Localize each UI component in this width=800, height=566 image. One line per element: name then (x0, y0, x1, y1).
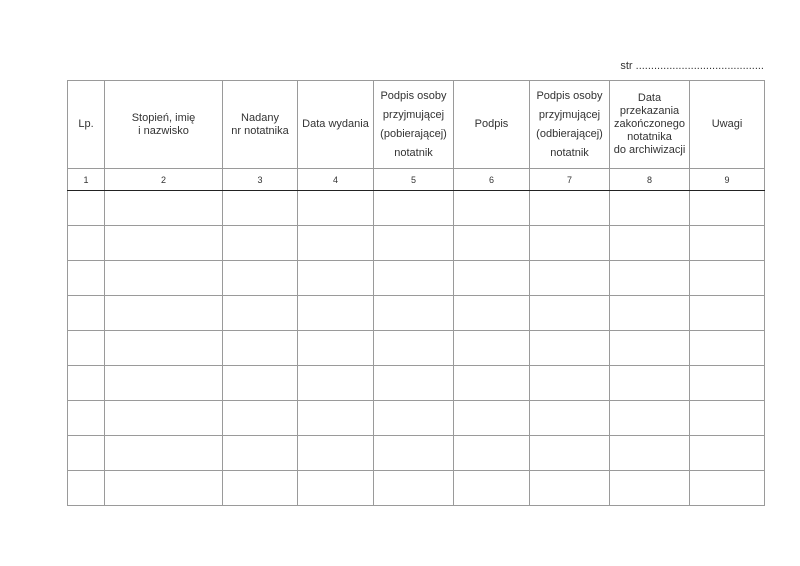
table-cell[interactable] (374, 436, 454, 471)
table-cell[interactable] (68, 191, 105, 226)
table-cell[interactable] (610, 471, 690, 506)
table-cell[interactable] (298, 226, 374, 261)
table-cell[interactable] (530, 471, 610, 506)
table-cell[interactable] (105, 366, 223, 401)
table-cell[interactable] (223, 226, 298, 261)
header-notebook-number: Nadany nr notatnika (223, 81, 298, 169)
table-cell[interactable] (105, 261, 223, 296)
table-cell[interactable] (68, 401, 105, 436)
header-rank-name: Stopień, imię i nazwisko (105, 81, 223, 169)
table-row (68, 191, 765, 226)
table-cell[interactable] (374, 191, 454, 226)
table-cell[interactable] (610, 226, 690, 261)
column-number: 2 (105, 169, 223, 191)
table-cell[interactable] (690, 191, 765, 226)
table-cell[interactable] (690, 366, 765, 401)
table-cell[interactable] (298, 296, 374, 331)
table-row (68, 296, 765, 331)
table-cell[interactable] (68, 296, 105, 331)
table-row (68, 331, 765, 366)
table-cell[interactable] (374, 366, 454, 401)
table-cell[interactable] (454, 366, 530, 401)
table-cell[interactable] (223, 366, 298, 401)
table-row (68, 436, 765, 471)
header-receiver-signature: Podpis osoby przyjmującej (pobierającej) notatnik (374, 81, 454, 169)
table-cell[interactable] (454, 226, 530, 261)
table-cell[interactable] (610, 331, 690, 366)
table-cell[interactable] (610, 436, 690, 471)
header-row (68, 81, 765, 169)
table-cell[interactable] (298, 191, 374, 226)
table-cell[interactable] (530, 401, 610, 436)
table-cell[interactable] (68, 331, 105, 366)
table-cell[interactable] (374, 226, 454, 261)
column-number: 5 (374, 169, 454, 191)
table-cell[interactable] (374, 331, 454, 366)
table-cell[interactable] (610, 261, 690, 296)
column-number: 4 (298, 169, 374, 191)
table-cell[interactable] (223, 331, 298, 366)
column-number: 6 (454, 169, 530, 191)
table-cell[interactable] (374, 471, 454, 506)
table-row (68, 226, 765, 261)
table-cell[interactable] (105, 191, 223, 226)
table-cell[interactable] (223, 296, 298, 331)
table-cell[interactable] (223, 191, 298, 226)
table-cell[interactable] (690, 226, 765, 261)
table-cell[interactable] (68, 436, 105, 471)
header-remarks: Uwagi (690, 81, 765, 169)
table-cell[interactable] (223, 401, 298, 436)
table-cell[interactable] (454, 191, 530, 226)
table-cell[interactable] (690, 296, 765, 331)
table-cell[interactable] (105, 226, 223, 261)
table-cell[interactable] (454, 296, 530, 331)
table-cell[interactable] (223, 436, 298, 471)
table-cell[interactable] (68, 261, 105, 296)
table-cell[interactable] (454, 436, 530, 471)
table-cell[interactable] (454, 401, 530, 436)
table-cell[interactable] (454, 471, 530, 506)
table-cell[interactable] (690, 471, 765, 506)
table-cell[interactable] (298, 401, 374, 436)
header-issue-date: Data wydania (298, 81, 374, 169)
table-cell[interactable] (530, 226, 610, 261)
header-lp: Lp. (68, 81, 105, 169)
table-cell[interactable] (530, 191, 610, 226)
table-cell[interactable] (690, 331, 765, 366)
table-cell[interactable] (610, 366, 690, 401)
table-cell[interactable] (298, 366, 374, 401)
table-cell[interactable] (105, 436, 223, 471)
table-row (68, 471, 765, 506)
table-cell[interactable] (298, 471, 374, 506)
table-cell[interactable] (690, 401, 765, 436)
table-cell[interactable] (223, 261, 298, 296)
table-cell[interactable] (68, 366, 105, 401)
page-number-field: str .......................................... (620, 60, 764, 72)
table-cell[interactable] (374, 401, 454, 436)
column-number-row (68, 169, 765, 191)
table-cell[interactable] (105, 401, 223, 436)
table-row (68, 261, 765, 296)
table-cell[interactable] (105, 296, 223, 331)
table-cell[interactable] (454, 331, 530, 366)
header-returner-signature: Podpis osoby przyjmującej (odbierającej) notatnik (530, 81, 610, 169)
table-cell[interactable] (530, 331, 610, 366)
column-number: 3 (223, 169, 298, 191)
table-cell[interactable] (374, 261, 454, 296)
header-signature: Podpis (454, 81, 530, 169)
table-cell[interactable] (530, 436, 610, 471)
table-cell[interactable] (690, 261, 765, 296)
notebook-register-table (67, 80, 765, 506)
table-cell[interactable] (68, 226, 105, 261)
column-number: 1 (68, 169, 105, 191)
table-cell[interactable] (298, 331, 374, 366)
table-cell[interactable] (610, 296, 690, 331)
table-cell[interactable] (530, 261, 610, 296)
table-cell[interactable] (530, 366, 610, 401)
table-cell[interactable] (530, 296, 610, 331)
table-cell[interactable] (298, 261, 374, 296)
table-cell[interactable] (105, 471, 223, 506)
table-cell[interactable] (454, 261, 530, 296)
header-archive-date: Data przekazania zakończonego notatnika do archiwizacji (610, 81, 690, 169)
table-cell[interactable] (610, 401, 690, 436)
column-number: 7 (530, 169, 610, 191)
table-cell[interactable] (298, 436, 374, 471)
table-cell[interactable] (105, 331, 223, 366)
column-number: 9 (690, 169, 765, 191)
column-number: 8 (610, 169, 690, 191)
table-row (68, 366, 765, 401)
table-cell[interactable] (374, 296, 454, 331)
table-row (68, 401, 765, 436)
table-cell[interactable] (610, 191, 690, 226)
table-cell[interactable] (223, 471, 298, 506)
table-cell[interactable] (68, 471, 105, 506)
table-cell[interactable] (690, 436, 765, 471)
